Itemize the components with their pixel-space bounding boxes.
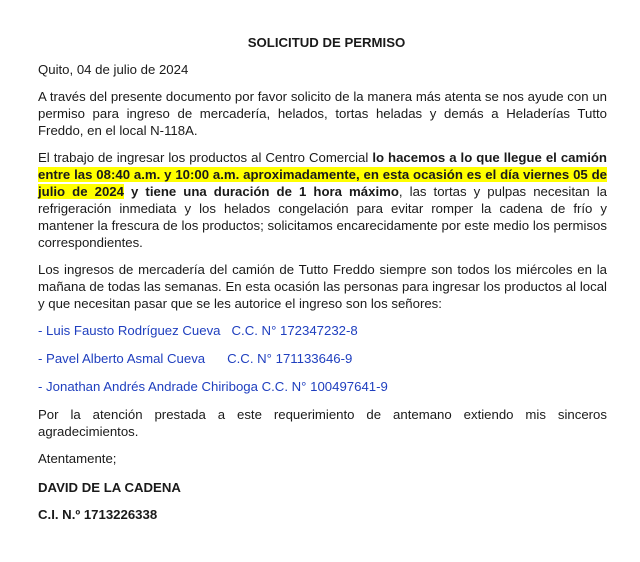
signer-id: C.I. N.º 1713226338 — [38, 507, 158, 522]
schedule-text-plain: El trabajo de ingresar los productos al Centro Comercial — [38, 150, 373, 165]
schedule-highlight: entre las 08:40 a.m. y 10:00 a.m. aproximadamente, en esta ocasión es el día viernes 05 de julio de 2024 — [38, 167, 607, 199]
paragraph-intro: A través del presente documento por favor solicito de la manera más atenta se nos ayude con un permiso para ingreso de mercadería, helados, tortas heladas y demás a Heladerías Tutto Freddo, en el local N-118A. — [38, 89, 607, 138]
document-title: SOLICITUD DE PERMISO — [247, 35, 406, 50]
signer-name: DAVID DE LA CADENA — [38, 480, 181, 495]
paragraph-thanks: Por la atención prestada a este requerimiento de antemano extiendo mis sinceros agradecimientos. — [38, 407, 607, 439]
authorized-person-3: - Jonathan Andrés Andrade Chiriboga C.C. N° 100497641-9 — [38, 379, 388, 394]
duration-text-bold: y tiene una duración de 1 hora máximo — [123, 184, 399, 199]
date-line: Quito, 04 de julio de 2024 — [38, 62, 189, 77]
authorized-person-1: - Luis Fausto Rodríguez Cueva C.C. N° 172347232-8 — [38, 323, 358, 338]
paragraph-weekly-deliveries: Los ingresos de mercadería del camión de Tutto Freddo siempre son todos los miércoles en la mañana de todas las semanas. En esta ocasión las personas para ingresar los productos al local y que necesitan pasar que se les autorice el ingreso son los señores: — [38, 262, 607, 311]
schedule-text-rest: , las tortas y pulpas necesitan la refrigeración inmediata y los helados congelación para evitar romper la cadena de frío y mantener la frescura de los productos; solicitamos encarecidamente por este medio los permisos correspondientes. — [38, 184, 607, 250]
paragraph-schedule — [38, 149, 607, 251]
schedule-text-bold: lo hacemos a lo que llegue el camión — [372, 150, 607, 165]
authorized-person-2: - Pavel Alberto Asmal Cueva C.C. N° 171133646-9 — [38, 351, 353, 366]
closing-line: Atentamente; — [38, 451, 117, 466]
